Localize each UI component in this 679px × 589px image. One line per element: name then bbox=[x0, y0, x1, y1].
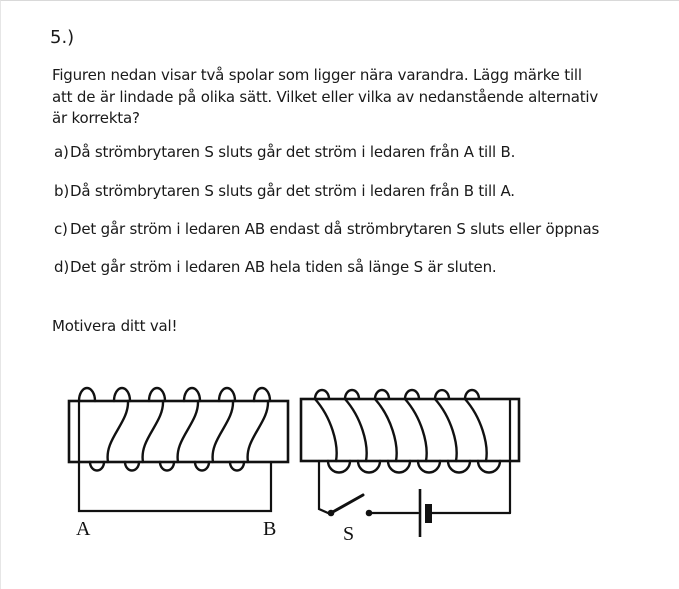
option-c-text: Det går ström i ledaren AB endast då strömbrytaren S sluts eller öppnas bbox=[70, 220, 600, 238]
switch-label: S bbox=[343, 523, 355, 545]
option-b-text: Då strömbrytaren S sluts går det ström i ledaren från B till A. bbox=[70, 182, 515, 200]
option-b-label: b) bbox=[54, 182, 69, 200]
option-c-label: c) bbox=[54, 220, 68, 238]
coils-figure bbox=[1, 1, 679, 589]
intro-line-1: Figuren nedan visar två spolar som ligger nära varandra. Lägg märke till bbox=[52, 66, 582, 84]
option-a-text: Då strömbrytaren S sluts går det ström i ledaren från A till B. bbox=[70, 143, 516, 161]
option-d-text: Det går ström i ledaren AB hela tiden så länge S är sluten. bbox=[70, 258, 497, 276]
motivation-prompt: Motivera ditt val! bbox=[52, 317, 178, 335]
option-d-label: d) bbox=[54, 258, 69, 276]
terminal-b-label: B bbox=[263, 518, 277, 540]
problem-number: 5.) bbox=[50, 27, 75, 48]
intro-line-2: att de är lindade på olika sätt. Vilket eller vilka av nedanstående alternativ bbox=[52, 87, 599, 106]
terminal-a-label: A bbox=[76, 518, 91, 540]
option-a-label: a) bbox=[54, 143, 69, 161]
switch-contact-dot bbox=[328, 510, 335, 517]
intro-line-3: är korrekta? bbox=[52, 109, 140, 127]
